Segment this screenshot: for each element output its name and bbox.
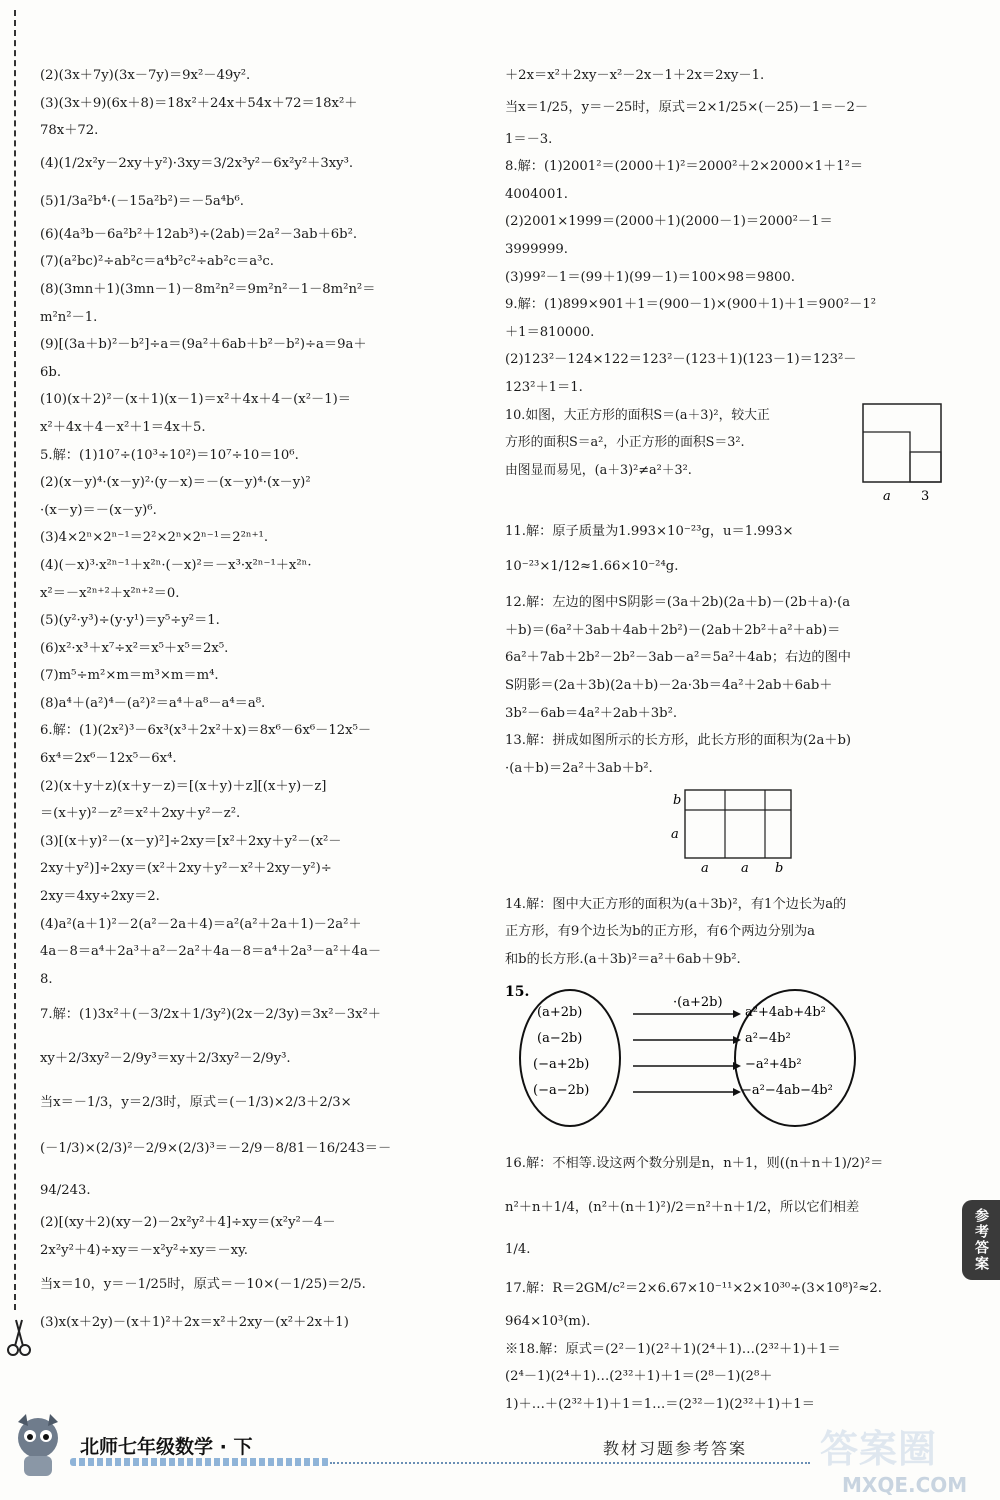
text-line: 94/243.	[40, 1183, 91, 1199]
text-line: (4)a²(a＋1)²－2(a²－2a＋4)＝a²(a²＋2a＋1)－2a²＋	[40, 916, 362, 932]
problem-12: 12.解：左边的图中S阴影＝(3a＋2b)(2a＋b)－(2b＋a)·(a	[505, 595, 851, 611]
text-line: 当x＝－1/3，y＝2/3时，原式＝(－1/3)×2/3＋2/3×	[40, 1095, 352, 1111]
problem-9: 9.解：(1)899×901＋1＝(900－1)×(900＋1)＋1＝900²－1²	[505, 297, 877, 313]
text-line: ·(x－y)＝－(x－y)⁶.	[40, 502, 157, 518]
problem-11: 11.解：原子质量为1.993×10⁻²³g，u＝1.993×	[505, 523, 794, 539]
text-line: 4004001.	[505, 186, 568, 202]
problem-13: 13.解：拼成如图所示的长方形，此长方形的面积为(2a＋b)	[505, 733, 852, 749]
text-line: 6x⁴＝2x⁶－12x⁵－6x⁴.	[40, 751, 177, 767]
text-line: (6)x²·x³＋x⁷÷x²＝x⁵＋x⁵＝2x⁵.	[40, 640, 229, 656]
text-line: 6a²＋7ab＋2b²－2b²－3ab－a²＝5a²＋4ab；右边的图中	[505, 650, 851, 666]
fig13-col-a1: a	[701, 861, 709, 877]
fig15-right-3: −a²+4b²	[745, 1056, 802, 1072]
text-line: 1＝－3.	[505, 131, 553, 147]
text-line: 正方形，有9个边长为b的正方形，有6个两边分别为a	[505, 924, 816, 940]
text-line: 2xy＝4xy÷2xy＝2.	[40, 889, 160, 905]
fig15-right-2: a²−4b²	[745, 1030, 791, 1046]
text-line: (2⁴－1)(2⁴＋1)…(2³²＋1)＋1＝(2⁸－1)(2⁸＋	[505, 1369, 773, 1385]
text-line: 964×10³(m).	[505, 1314, 591, 1330]
scissors-icon	[4, 1318, 34, 1358]
fig15-right-1: a²+4ab+4b²	[745, 1004, 826, 1020]
text-line: ＋b)＝(6a²＋3ab＋4ab＋2b²)－(2ab＋2b²＋a²＋ab)＝	[505, 622, 841, 638]
text-line: m²n²－1.	[40, 309, 98, 325]
text-line: 2xy＋y²)]÷2xy＝(x²＋2xy＋y²－x²＋2xy－y²)÷	[40, 861, 332, 877]
watermark-logo: 答案圈	[820, 1427, 938, 1471]
fig-15-mapping	[505, 978, 945, 1128]
fig10-label-a: a	[883, 488, 891, 504]
text-line: ＝(x＋y)²－z²＝x²＋2xy＋y²－z².	[40, 806, 241, 822]
text-line: ＋1＝810000.	[505, 324, 595, 340]
text-line: 由图显而易见，(a＋3)²≠a²＋3².	[505, 462, 692, 478]
problem-7: 7.解：(1)3x²＋(－3/2x＋1/3y²)(2x－2/3y)＝3x²－3x²＋	[40, 1007, 381, 1023]
text-line: 当x＝10，y＝－1/25时，原式＝－10×(－1/25)＝2/5.	[40, 1276, 366, 1292]
text-line: (9)[(3a＋b)²－b²]÷a＝(9a²＋6ab＋b²－b²)÷a＝9a＋	[40, 337, 367, 353]
fig15-left-4: (−a−2b)	[533, 1082, 590, 1098]
text-line: 4a－8＝a⁴＋2a³＋a²－2a²＋4a－8＝a⁴＋2a³－a²＋4a－	[40, 944, 382, 960]
page-footer	[0, 1400, 1000, 1500]
problem-6: 6.解：(1)(2x²)³－6x³(x³＋2x²＋x)＝8x⁶－6x⁶－12x⁵－	[40, 723, 372, 739]
text-line: (7)m⁵÷m²×m＝m³×m＝m⁴.	[40, 668, 219, 684]
problem-8: 8.解：(1)2001²＝(2000＋1)²＝2000²＋2×2000×1＋1²＝	[505, 159, 864, 175]
text-line: S阴影＝(2a＋3b)(2a＋b)－2a·3b＝4a²＋2ab＋6ab＋	[505, 677, 833, 693]
text-line: (6)(4a³b－6a²b²＋12ab³)÷(2ab)＝2a²－3ab＋6b².	[40, 226, 358, 242]
text-line: 123²＋1＝1.	[505, 379, 583, 395]
text-line: (7)(a²bc)²÷ab²c＝a⁴b²c²÷ab²c＝a³c.	[40, 254, 274, 270]
text-line: (5)1/3a²b⁴·(－15a²b²)＝－5a⁴b⁶.	[40, 193, 244, 209]
text-line: xy＋2/3xy²－2/9y³＝xy＋2/3xy²－2/9y³.	[40, 1051, 291, 1067]
fig13-col-a2: a	[741, 861, 749, 877]
text-line: (2)(x－y)⁴·(x－y)²·(y－x)＝－(x－y)⁴·(x－y)²	[40, 475, 311, 491]
footer-divider	[330, 1462, 810, 1464]
text-line: ＋2x＝x²＋2xy－x²－2x－1＋2x＝2xy－1.	[505, 68, 765, 83]
watermark-url: MXQE.COM	[842, 1473, 968, 1497]
text-line: 2x²y²＋4)÷xy＝－x²y²÷xy＝－xy.	[40, 1243, 248, 1258]
fig15-right-4: −a²−4ab−4b²	[741, 1082, 833, 1098]
fig13-row-b: b	[673, 793, 682, 809]
text-line: (2)(x＋y＋z)(x＋y－z)＝[(x＋y)＋z][(x＋y)－z]	[40, 778, 327, 794]
text-line: (2)(3x＋7y)(3x－7y)＝9x²－49y².	[40, 68, 251, 83]
text-line: 8.	[40, 971, 53, 987]
text-line: (5)(y²·y³)÷(y·y¹)＝y⁵÷y²＝1.	[40, 613, 220, 629]
text-line: n²＋n＋1/4，(n²＋(n＋1)²)/2＝n²＋n＋1/2，所以它们相差	[505, 1200, 860, 1216]
problem-15-number: 15.	[505, 983, 530, 1000]
fig15-left-3: (−a+2b)	[533, 1056, 590, 1072]
text-line: 10⁻²³×1/12≈1.66×10⁻²⁴g.	[505, 559, 679, 575]
text-line: 6b.	[40, 364, 62, 380]
problem-17: 17.解：R＝2GM/c²＝2×6.67×10⁻¹¹×2×10³⁰÷(3×10⁸)²≈2.	[505, 1281, 882, 1297]
text-line: (3)[(x＋y)²－(x－y)²]÷2xy＝[x²＋2xy＋y²－(x²－	[40, 833, 342, 849]
text-line: (2)2001×1999＝(2000＋1)(2000－1)＝2000²－1＝	[505, 214, 833, 230]
text-line: (3)99²－1＝(99＋1)(99－1)＝100×98＝9800.	[505, 269, 795, 285]
text-line: x²＋4x＋4－x²＋1＝4x＋5.	[40, 419, 206, 435]
problem-16: 16.解：不相等.设这两个数分别是n，n＋1，则((n＋n＋1)/2)²＝	[505, 1156, 884, 1172]
footer-section-name: 教材习题参考答案	[603, 1439, 748, 1458]
text-line: (－1/3)×(2/3)²－2/9×(2/3)³＝－2/9－8/81－16/243＝－	[40, 1141, 392, 1157]
fig15-left-1: (a+2b)	[537, 1004, 583, 1020]
text-line: (8)(3mn＋1)(3mn－1)－8m²n²＝9m²n²－1－8m²n²＝	[40, 281, 376, 297]
text-line: (4)(－x)³·x²ⁿ⁻¹＋x²ⁿ·(－x)²＝－x³·x²ⁿ⁻¹＋x²ⁿ·	[40, 557, 312, 573]
fig10-label-3: 3	[921, 488, 930, 504]
text-line: 78x＋72.	[40, 123, 99, 139]
cut-line	[14, 10, 16, 1310]
fig13-row-a: a	[671, 827, 679, 843]
text-line: x²＝－x²ⁿ⁺²＋x²ⁿ⁺²＝0.	[40, 585, 180, 601]
fig-13-rectangle	[505, 786, 945, 876]
text-line: (8)a⁴＋(a²)⁴－(a²)²＝a⁴＋a⁸－a⁴＝a⁸.	[40, 695, 266, 711]
problem-10: 10.如图，大正方形的面积S＝(a＋3)²，较大正	[505, 407, 770, 423]
fig-10-squares	[858, 402, 948, 512]
footer-decor-bar	[70, 1458, 330, 1466]
problem-14: 14.解：图中大正方形的面积为(a＋3b)²，有1个边长为a的	[505, 896, 847, 912]
text-line: (2)123²－124×122＝123²－(123＋1)(123－1)＝123²－	[505, 352, 857, 368]
text-line: (4)(1/2x²y－2xy＋y²)·3xy＝3/2x³y²－6x²y²＋3xy³.	[40, 155, 354, 171]
fig13-col-b: b	[775, 861, 784, 877]
text-line: 3999999.	[505, 241, 568, 257]
problem-5: 5.解：(1)10⁷÷(10³÷10²)＝10⁷÷10＝10⁶.	[40, 447, 299, 463]
right-column	[505, 62, 945, 1419]
fig15-left-2: (a−2b)	[537, 1030, 583, 1046]
footer-book-title: 北师七年级数学 · 下	[80, 1436, 253, 1458]
text-line: (3)x(x＋2y)－(x＋1)²＋2x＝x²＋2xy－(x²＋2x＋1)	[40, 1314, 349, 1330]
text-line: (3)4×2ⁿ×2ⁿ⁻¹＝2²×2ⁿ×2ⁿ⁻¹＝2²ⁿ⁺¹.	[40, 530, 269, 546]
side-tab-reference-answers: 参考答案	[962, 1200, 1000, 1280]
text-line: (3)(3x＋9)(6x＋8)＝18x²＋24x＋54x＋72＝18x²＋	[40, 95, 358, 111]
left-column	[40, 62, 480, 1341]
problem-10-block	[505, 402, 945, 512]
text-line: 方形的面积S＝a²，小正方形的面积S＝3².	[505, 435, 745, 451]
text-line: 当x＝1/25，y＝－25时，原式＝2×1/25×(－25)－1＝－2－	[505, 99, 869, 115]
fig15-arrow-label: ·(a+2b)	[673, 994, 723, 1010]
text-line: ·(a＋b)＝2a²＋3ab＋b².	[505, 760, 653, 776]
mascot-icon	[8, 1410, 68, 1480]
text-line: 3b²－6ab＝4a²＋2ab＋3b².	[505, 705, 678, 721]
text-line: 1/4.	[505, 1242, 531, 1258]
text-line: 1)＋…＋(2³²＋1)＋1＝1…＝(2³²－1)(2³²＋1)＋1＝	[505, 1397, 815, 1413]
text-line: 和b的长方形.(a＋3b)²＝a²＋6ab＋9b².	[505, 952, 741, 968]
text-line: (2)[(xy＋2)(xy－2)－2x²y²＋4]÷xy＝(x²y²－4－	[40, 1215, 336, 1231]
text-line: (10)(x＋2)²－(x＋1)(x－1)＝x²＋4x＋4－(x²－1)＝	[40, 392, 351, 408]
problem-18: ※18.解：原式＝(2²－1)(2²＋1)(2⁴＋1)…(2³²＋1)＋1＝	[505, 1341, 841, 1357]
